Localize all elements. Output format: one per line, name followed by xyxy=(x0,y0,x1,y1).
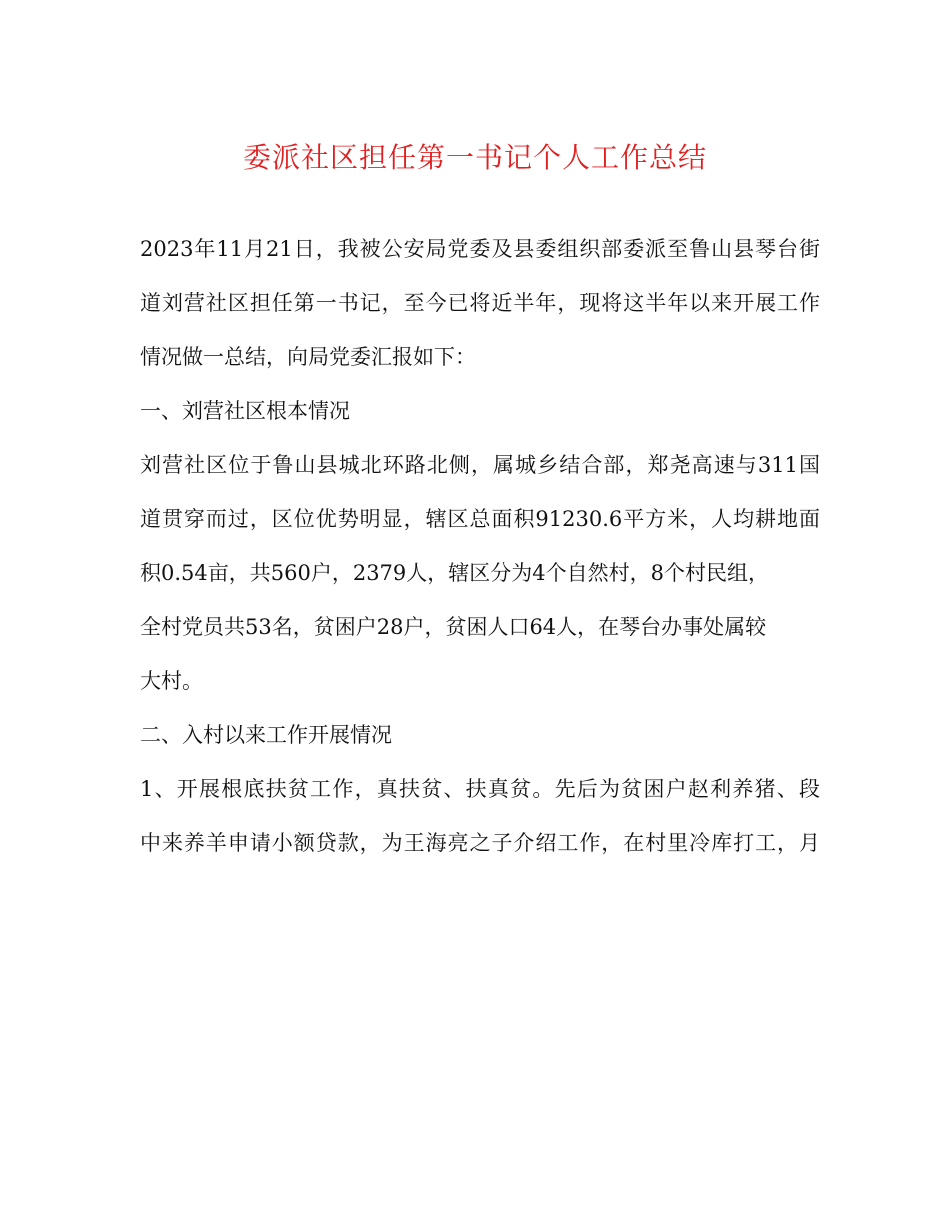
paragraph-line: 大村。 xyxy=(140,669,203,693)
paragraph-line: 刘营社区位于鲁山县城北环路北侧，属城乡结合部，郑尧高速与311国 xyxy=(140,453,820,477)
paragraph-line: 积0.54亩，共560户，2379人，辖区分为4个自然村，8个村民组， xyxy=(140,561,770,585)
section-heading: 二、入村以来工作开展情况 xyxy=(140,723,392,747)
document-title: 委派社区担任第一书记个人工作总结 xyxy=(242,141,707,174)
paragraph-line: 全村党员共53名，贫困户28户，贫困人口64人，在琴台办事处属较 xyxy=(140,615,767,639)
paragraph-line: 2023年11月21日，我被公安局党委及县委组织部委派至鲁山县琴台街 xyxy=(140,237,820,261)
paragraph-line: 道刘营社区担任第一书记，至今已将近半年，现将这半年以来开展工作 xyxy=(140,291,820,315)
paragraph-line: 道贯穿而过，区位优势明显，辖区总面积91230.6平方米，人均耕地面 xyxy=(140,507,820,531)
document-body xyxy=(140,222,820,870)
section-heading: 一、刘营社区根本情况 xyxy=(140,399,350,423)
paragraph-line: 中来养羊申请小额贷款，为王海亮之子介绍工作，在村里冷库打工，月 xyxy=(140,831,820,855)
paragraph-line: 1、开展根底扶贫工作，真扶贫、扶真贫。先后为贫困户赵利养猪、段 xyxy=(140,777,820,801)
paragraph-line: 情况做一总结，向局党委汇报如下： xyxy=(140,345,476,369)
